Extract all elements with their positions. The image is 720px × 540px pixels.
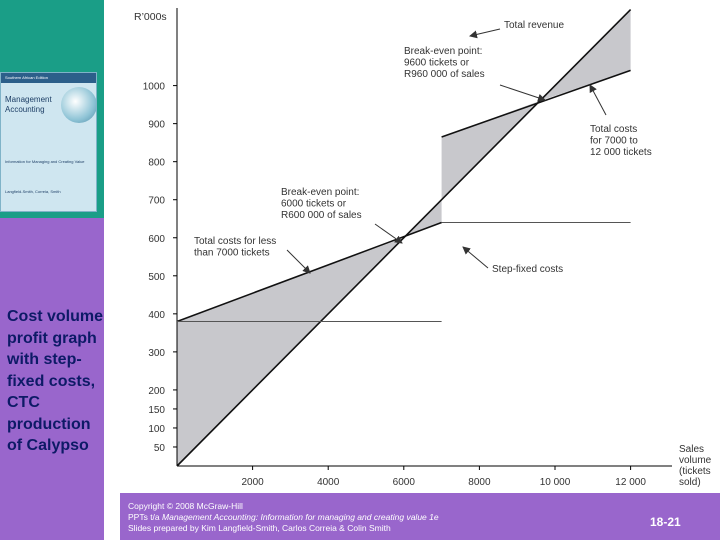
y-tick-label: 400 (148, 309, 165, 321)
y-tick-label: 300 (148, 347, 165, 359)
copyright-line: Copyright © 2008 McGraw-Hill (128, 501, 243, 511)
y-tick-label: 50 (153, 442, 165, 454)
y-tick-label: 500 (148, 271, 165, 283)
annotation-label-3: R600 000 of sales (281, 210, 362, 221)
y-tick-label: 600 (148, 233, 165, 245)
ppt-source-line (128, 512, 439, 523)
y-tick-label: 150 (148, 404, 165, 416)
annotation-arrow-5 (463, 247, 488, 268)
annotation-arrow-0 (470, 29, 500, 36)
y-tick-label: 200 (148, 385, 165, 397)
y-axis-title: R’000s (134, 11, 167, 23)
x-axis-title-line: Sales (679, 444, 705, 455)
annotation-arrow-4 (287, 250, 310, 273)
annotation-arrow-2 (590, 85, 606, 115)
ppt-source-title: Management Accounting: Information for managing and creating value 1e (162, 512, 439, 522)
annotation-label-2: for 7000 to (590, 135, 638, 147)
annotation-label-5: Step-fixed costs (492, 264, 564, 275)
y-tick-label: 700 (148, 195, 165, 207)
x-axis-title-line: volume (679, 455, 712, 466)
annotation-label-1: Break-even point: (404, 46, 483, 57)
book-subtitle: Information for Managing and Creating Value (5, 159, 85, 164)
annotation-label-2: 12 000 tickets (590, 147, 652, 158)
slide-number: 18-21 (650, 515, 681, 529)
annotation-label-0: Total revenue (504, 20, 565, 31)
annotation-label-1: 9600 tickets or (404, 57, 470, 69)
y-tick-label: 900 (148, 119, 165, 131)
slide-title: Cost volume profit graph with step-fixed costs, CTC production of Calypso (7, 308, 104, 454)
x-tick-label: 6000 (392, 477, 415, 488)
x-tick-label: 10 000 (539, 477, 571, 488)
x-tick-label: 12 000 (615, 477, 646, 488)
x-tick-label: 2000 (241, 477, 264, 488)
annotation-label-4: than 7000 tickets (194, 247, 270, 259)
copyright-text (128, 501, 439, 534)
y-tick-label: 1000 (142, 81, 165, 93)
y-tick-label: 800 (148, 157, 165, 169)
annotation-arrow-1 (500, 85, 545, 100)
x-tick-label: 8000 (468, 477, 491, 488)
annotation-arrow-3 (375, 224, 402, 243)
ppt-source-prefix: PPTs t/a (128, 512, 163, 522)
annotation-label-4: Total costs for less (194, 236, 277, 247)
book-edition: Southern African Edition (5, 75, 48, 80)
book-title-line2: Accounting (5, 105, 45, 114)
x-axis-title-line: sold) (679, 477, 701, 488)
annotation-label-3: Break-even point: (281, 187, 360, 198)
x-axis-title-line: (tickets (679, 466, 711, 477)
slides-prepared-line: Slides prepared by Kim Langfield-Smith, Carlos Correia & Colin Smith (128, 523, 391, 533)
book-authors: Langfield-Smith, Correia, Smith (5, 189, 61, 194)
y-tick-label: 100 (148, 423, 165, 435)
book-title-line1: Management (5, 95, 52, 104)
annotation-label-1: R960 000 of sales (404, 69, 485, 80)
annotation-label-2: Total costs (590, 124, 638, 135)
annotation-label-3: 6000 tickets or (281, 198, 347, 210)
x-tick-label: 4000 (317, 477, 340, 488)
